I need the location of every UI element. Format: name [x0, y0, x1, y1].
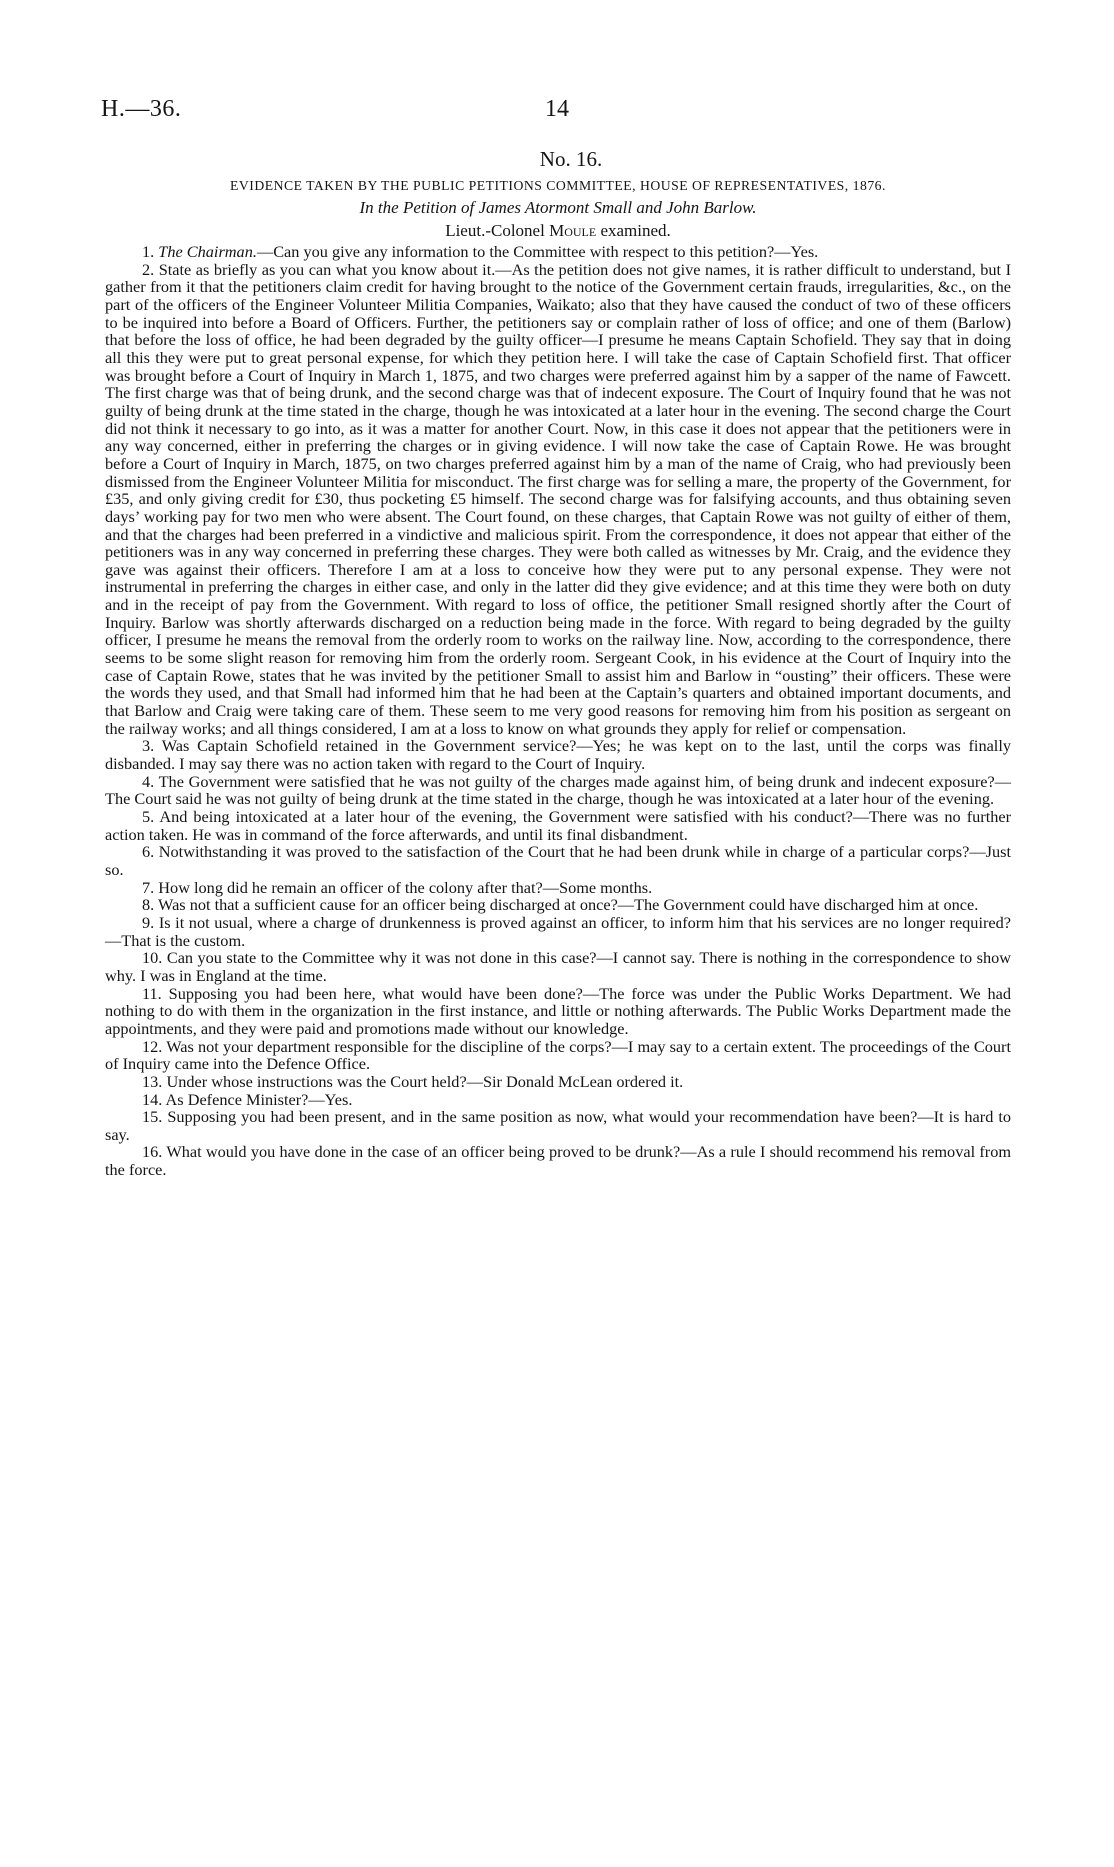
document-subtitle: In the Petition of James Atormont Small and John Barlow. [359, 198, 757, 217]
question-number: 4. [142, 771, 155, 791]
evidence-paragraph [105, 243, 1011, 261]
speaker-name: The Chairman. [158, 242, 257, 261]
question-number: 9. [142, 912, 155, 932]
question-answer-text: What would you have done in the case of an officer being proved to be drunk?—As a rule I should recommend his removal from the force. [105, 1142, 1011, 1180]
question-answer-text: As Defence Minister?—Yes. [165, 1089, 353, 1109]
document-number: No. 16. [539, 147, 603, 171]
paper-id: H.—36. [101, 96, 182, 122]
question-answer-text: The Government were satisfied that he was not guilty of the charges made against him, of being drunk and indecent exposure?—The Court said he was not guilty of being drunk at the time stated in the charge, though he was intoxicated at a later hour of the evening. [105, 771, 1011, 809]
question-answer-text: And being intoxicated at a later hour of the evening, the Government were satisfied with his conduct?—There was no further action taken. He was in command of the force afterwards, and until its final disbandment. [105, 807, 1012, 844]
question-answer-text: Can you state to the Committee why it was not done in this case?—I cannot say. There is nothing in the correspondence to show why. I was in England at the time. [105, 948, 1011, 985]
page-number: 14 [545, 96, 569, 122]
question-number: 1. [142, 242, 155, 261]
question-number: 2. [142, 259, 155, 279]
question-number: 8. [142, 895, 155, 915]
question-number: 5. [142, 807, 155, 826]
evidence-paragraph [105, 773, 1011, 808]
evidence-paragraph [105, 808, 1011, 843]
witness-suffix: examined. [600, 221, 671, 240]
evidence-list [105, 243, 1011, 1179]
evidence-paragraph [105, 843, 1011, 878]
question-answer-text: How long did he remain an officer of the colony after that?—Some months. [158, 877, 653, 897]
evidence-paragraph [105, 1143, 1011, 1178]
question-number: 13. [142, 1071, 163, 1091]
question-answer-text: Is it not usual, where a charge of drunkenness is proved against an officer, to inform him that his services are no longer required?—That is the custom. [105, 912, 1011, 950]
evidence-paragraph [105, 879, 1011, 897]
evidence-paragraph [105, 896, 1011, 914]
question-answer-text: Was not that a sufficient cause for an officer being discharged at once?—The Government could have discharged him at once. [158, 895, 979, 915]
question-answer-text: State as briefly as you can what you know about it.—As the petition does not give names, it is rather difficult to understand, but I gather from it that the petitioners claim credit for having brought to the notice of the Government certain frauds, irregularities, &c., on the part of the officers of the Engineer Volunteer Militia Companies, Waikato; also that they have caused the conduct of two of these officers to be inquired into before a Board of Officers. Further, the petitioners say or complain rather of loss of office; and one of them (Barlow) that before the loss of office, he had been degraded by the guilty officer—I presume he means Captain Schofield. They say that in doing all this they were put to great personal expense, for which they petition here. I will take the case of Captain Schofield first. That officer was brought before a Court of Inquiry in March 1, 1875, and two charges were preferred against him by a sapper of the name of Fawcett. The first charge was that of being drunk, and the second charge was that of indecent exposure. The Court of Inquiry found that he was not guilty of being drunk at the time stated in the charge, though he was intoxicated at a later hour in the evening. The second charge the Court did not think it necessary to go into, as it was a matter for another Court. Now, in this case it does not appear that the petitioners were in any way concerned, either in preferring the charges or in giving evidence. I will now take the case of Captain Rowe. He was brought before a Court of Inquiry in March, 1875, on two charges preferred against him by a man of the name of Craig, who had previously been dismissed from the Engineer Volunteer Militia for misconduct. The first charge was for selling a mare, the property of the Government, for £35, and only giving credit for £30, thus pocketing £5 himself. The second charge was for falsifying accounts, and thus obtaining seven days’ working pay for two men who were absent. The Court found, on these charges, that Captain Rowe was not guilty of either of them, and that the charges had been preferred in a vindictive and malicious spirit. From the correspondence, it does not appear that either of the petitioners was in any way concerned in preferring these charges. They were both called as witnesses by Mr. Craig, and the evidence they gave was against their officers. Therefore I am at a loss to conceive how they were put to any personal expense. They were not instrumental in preferring the charges in either case, and only in the latter did they give evidence; and at this time they were both on duty and in the receipt of pay from the Government. With regard to loss of office, the petitioner Small resigned shortly after the Court of Inquiry. Barlow was shortly afterwards discharged on a reduction being made in the force. With regard to being degraded by the guilty officer, I presume he means the removal from the orderly room to works on the railway line. Now, according to the correspondence, there seems to be some slight reason for removing him from the orderly room. Sergeant Cook, in his evidence at the Court of Inquiry into the case of Captain Rowe, states that he was invited by the petitioner Small to assist him and Barlow in “ousting” their officers. These were the words they used, and that Small had informed him that he had been at the Captain’s quarters and obtained important documents, and that Barlow and Craig were taking care of them. These seem to me very good reasons for removing him from his position as sergeant on the railway works; and all things considered, I am at a loss to know on what grounds they apply for relief or compensation. [105, 259, 1011, 738]
evidence-paragraph [105, 1108, 1011, 1143]
question-answer-text: Notwithstanding it was proved to the satisfaction of the Court that he had been drunk while in charge of a particular corps?—Just so. [105, 842, 1011, 879]
question-number: 15. [142, 1107, 163, 1127]
question-number: 12. [142, 1036, 163, 1056]
evidence-paragraph [105, 1091, 1011, 1109]
question-answer-text: Was not your department responsible for the discipline of the corps?—I may say to a certain extent. The proceedings of the Court of Inquiry came into the Defence Office. [105, 1036, 1012, 1074]
witness-rank: Lieut.-Colonel [445, 221, 545, 240]
question-number: 14. [142, 1089, 163, 1109]
evidence-paragraph [105, 949, 1011, 984]
document-title: EVIDENCE TAKEN BY THE PUBLIC PETITIONS COMMITTEE, HOUSE OF REPRESENTATIVES, 1876. [230, 178, 886, 193]
document-body [105, 143, 1011, 1179]
question-number: 11. [142, 983, 162, 1003]
question-answer-text: Was Captain Schofield retained in the Government service?—Yes; he was kept on to the last, until the corps was finally disbanded. I may say there was no action taken with regard to the Court of Inquiry. [105, 736, 1011, 774]
evidence-paragraph [105, 1073, 1011, 1091]
question-answer-text: Supposing you had been here, what would have been done?—The force was under the Public Works Department. We had nothing to do with them in the organization in the first instance, and little or nothing afterwards. The Public Works Department made the appointments, and they were paid and promotions made without our knowledge. [105, 983, 1011, 1038]
evidence-paragraph [105, 985, 1011, 1038]
question-number: 6. [142, 842, 155, 862]
question-number: 3. [142, 736, 155, 756]
witness-name: Moule [549, 221, 597, 240]
question-number: 16. [142, 1142, 163, 1162]
question-number: 10. [142, 948, 163, 968]
question-answer-text: Under whose instructions was the Court held?—Sir Donald McLean ordered it. [166, 1071, 684, 1091]
evidence-paragraph [105, 261, 1011, 738]
question-answer-text: Supposing you had been present, and in the same position as now, what would your recommendation have been?—It is hard to say. [105, 1107, 1011, 1144]
witness-line [105, 219, 1011, 243]
evidence-paragraph [105, 914, 1011, 949]
evidence-paragraph [105, 737, 1011, 772]
evidence-paragraph [105, 1038, 1011, 1073]
question-number: 7. [142, 877, 155, 897]
question-answer-text: —Can you give any information to the Committee with respect to this petition?—Yes. [256, 242, 819, 261]
